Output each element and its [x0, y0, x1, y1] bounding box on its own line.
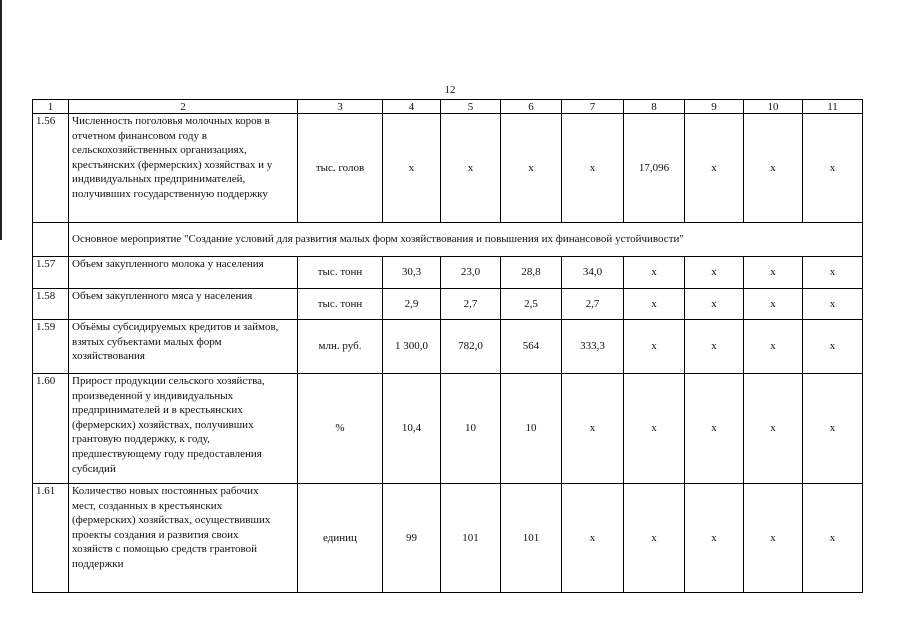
table-row [33, 320, 863, 374]
row-value: x [624, 257, 685, 289]
row-description: Прирост продукции сельского хозяйства, произведенной у индивидуальных предпринимателей и в крестьянских (фермерских) хозяйствах, получивших грантовую поддержку, к году, предшествующему году предоставления субсидий [69, 374, 298, 484]
row-description: Объем закупленного мяса у населения [69, 289, 298, 320]
row-value: x [744, 484, 803, 593]
row-value: x [685, 257, 744, 289]
table-row [33, 374, 863, 484]
row-value: x [624, 484, 685, 593]
row-value: x [744, 374, 803, 484]
row-description: Объем закупленного молока у населения [69, 257, 298, 289]
header-row [33, 100, 863, 114]
row-value: 17,096 [624, 114, 685, 223]
row-unit: тыс. тонн [298, 289, 383, 320]
row-value: x [744, 289, 803, 320]
row-unit: млн. руб. [298, 320, 383, 374]
row-value: x [685, 289, 744, 320]
table-row [33, 257, 863, 289]
row-value: 10 [501, 374, 562, 484]
row-value: 101 [441, 484, 501, 593]
row-value: x [624, 374, 685, 484]
header-cell: 11 [803, 100, 863, 114]
row-value: 10 [441, 374, 501, 484]
row-unit: тыс. голов [298, 114, 383, 223]
row-description: Численность поголовья молочных коров в отчетном финансовом году в сельскохозяйственных организациях, крестьянских (фермерских) хозяйствах и у индивидуальных предпринимателей, получивших государственную поддержку [69, 114, 298, 223]
row-value: x [441, 114, 501, 223]
row-value: x [803, 374, 863, 484]
row-value: 1 300,0 [383, 320, 441, 374]
header-cell: 1 [33, 100, 69, 114]
row-number: 1.59 [33, 320, 69, 374]
row-value: 2,9 [383, 289, 441, 320]
row-unit: тыс. тонн [298, 257, 383, 289]
header-cell: 9 [685, 100, 744, 114]
page-number: 12 [444, 84, 456, 96]
row-value: x [803, 289, 863, 320]
row-value: x [562, 114, 624, 223]
row-value: x [803, 320, 863, 374]
row-value: x [744, 320, 803, 374]
header-cell: 2 [69, 100, 298, 114]
row-description: Количество новых постоянных рабочих мест, созданных в крестьянских (фермерских) хозяйствах, осуществивших проекты создания и развития своих хозяйств с помощью средств грантовой поддержки [69, 484, 298, 593]
row-value: 2,5 [501, 289, 562, 320]
row-value: 2,7 [441, 289, 501, 320]
row-description: Объёмы субсидируемых кредитов и займов, взятых субъектами малых форм хозяйствования [69, 320, 298, 374]
header-cell: 7 [562, 100, 624, 114]
header-cell: 6 [501, 100, 562, 114]
row-value: x [685, 374, 744, 484]
row-value: x [744, 114, 803, 223]
row-value: x [803, 257, 863, 289]
section-number-cell [33, 223, 69, 257]
row-value: 23,0 [441, 257, 501, 289]
row-value: x [685, 320, 744, 374]
header-cell: 5 [441, 100, 501, 114]
row-value: x [685, 484, 744, 593]
row-value: 2,7 [562, 289, 624, 320]
table-row [33, 114, 863, 223]
row-value: x [744, 257, 803, 289]
table-row [33, 289, 863, 320]
row-value: 28,8 [501, 257, 562, 289]
row-unit: единиц [298, 484, 383, 593]
row-number: 1.58 [33, 289, 69, 320]
row-value: x [803, 484, 863, 593]
row-unit: % [298, 374, 383, 484]
row-number: 1.56 [33, 114, 69, 223]
row-value: 99 [383, 484, 441, 593]
row-number: 1.61 [33, 484, 69, 593]
scan-edge-line [0, 0, 2, 240]
indicators-table [32, 99, 863, 593]
row-value: 782,0 [441, 320, 501, 374]
row-value: 30,3 [383, 257, 441, 289]
row-number: 1.60 [33, 374, 69, 484]
row-value: 101 [501, 484, 562, 593]
row-value: x [562, 374, 624, 484]
row-value: 564 [501, 320, 562, 374]
row-value: 34,0 [562, 257, 624, 289]
row-value: x [624, 320, 685, 374]
row-value: x [501, 114, 562, 223]
header-cell: 3 [298, 100, 383, 114]
row-value: x [562, 484, 624, 593]
header-cell: 8 [624, 100, 685, 114]
row-value: x [803, 114, 863, 223]
row-value: 10,4 [383, 374, 441, 484]
row-value: x [685, 114, 744, 223]
row-number: 1.57 [33, 257, 69, 289]
header-cell: 4 [383, 100, 441, 114]
header-cell: 10 [744, 100, 803, 114]
section-title: Основное мероприятие "Создание условий для развития малых форм хозяйствования и повышения их финансовой устойчивости" [69, 223, 863, 257]
section-row [33, 223, 863, 257]
table-row [33, 484, 863, 593]
row-value: x [624, 289, 685, 320]
row-value: x [383, 114, 441, 223]
row-value: 333,3 [562, 320, 624, 374]
